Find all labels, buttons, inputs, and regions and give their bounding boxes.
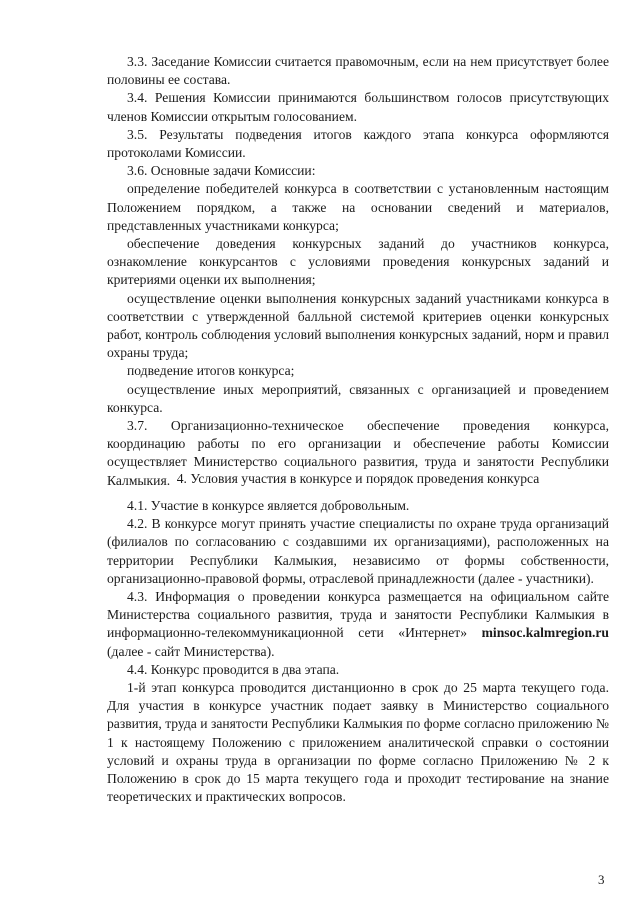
commission-section-text [107,53,609,490]
participation-section-text [107,497,609,806]
paragraph-3-6: 3.6. Основные задачи Комиссии: [127,163,316,179]
paragraph-4-3-tail: (далее - сайт Министерства). [107,643,275,659]
paragraph-4-4: 4.4. Конкурс проводится в два этапа. [127,661,340,677]
task-item-winners: определение победителей конкурса в соответствии с установленным настоящим Положением порядком, а также на основании сведений и материалов, представленных участниками конкурса; [107,181,609,233]
paragraph-stage-1: 1-й этап конкурса проводится дистанционно в срок до 25 марта текущего года. Для участия в конкурсе участник подает заявку в Министерство социального развития, труда и занятости Республики Калмыкия по форме согласно приложению № 1 к настоящему Положению с приложением аналитической справки о состоянии условий и охраны труда в организации по форме согласно Приложению № 2 к Положению в срок до 15 марта текущего года и проходит тестирование на знание теоретических и практических вопросов. [107,680,609,805]
paragraph-4-1: 4.1. Участие в конкурсе является добровольным. [127,498,410,513]
task-item-other: осуществление иных мероприятий, связанных с организацией и проведением конкурса. [107,381,609,415]
section-heading-4: 4. Условия участия в конкурсе и порядок проведения конкурса [176,471,540,486]
paragraph-4-3 [107,588,609,661]
task-item-results: подведение итогов конкурса; [127,363,295,379]
paragraph-4-3-text: 4.3. Информация о проведении конкурса размещается на официальном сайте Министерства социального развития, труда и занятости Республики Калмыкия в информационно-телекоммуникационной сети «Интернет» [107,589,609,641]
task-item-evaluation: осуществление оценки выполнения конкурсных заданий участниками конкурса в соответствии с утвержденной балльной системой критериев оценки конкурсных работ, контроль соблюдения условий выполнения конкурсных заданий, норм и правил охраны труда; [107,290,609,361]
paragraph-3-7: 3.7. Организационно-техническое обеспечение проведения конкурса, координацию работы по его организации и обеспечение работы Комиссии осуществляет Министерство социального развития, труда и занятости Республики Калмыкия. [107,418,609,488]
page-number: 3 [598,872,605,887]
paragraph-4-2: 4.2. В конкурсе могут принять участие специалисты по охране труда организаций (филиалов по согласованию с создавшими их организациями), расположенных на территории Республики Калмыкия, независимо от формы собственности, организационно-правовой формы, отраслевой принадлежности (далее - участники). [107,516,609,586]
paragraph-3-5: 3.5. Результаты подведения итогов каждого этапа конкурса оформляются протоколами Комиссии. [107,126,609,161]
ministry-website-url: minsoc.kalmregion.ru [481,625,609,641]
task-item-assignments: обеспечение доведения конкурсных заданий до участников конкурса, ознакомление конкурсантов с условиями проведения конкурсных заданий и критериями оценки их выполнения; [107,236,609,288]
paragraph-3-3: 3.3. Заседание Комиссии считается правомочным, если на нем присутствует более половины ее состава. [107,54,609,88]
paragraph-3-4: 3.4. Решения Комиссии принимаются большинством голосов присутствующих членов Комиссии открытым голосованием. [107,90,609,124]
